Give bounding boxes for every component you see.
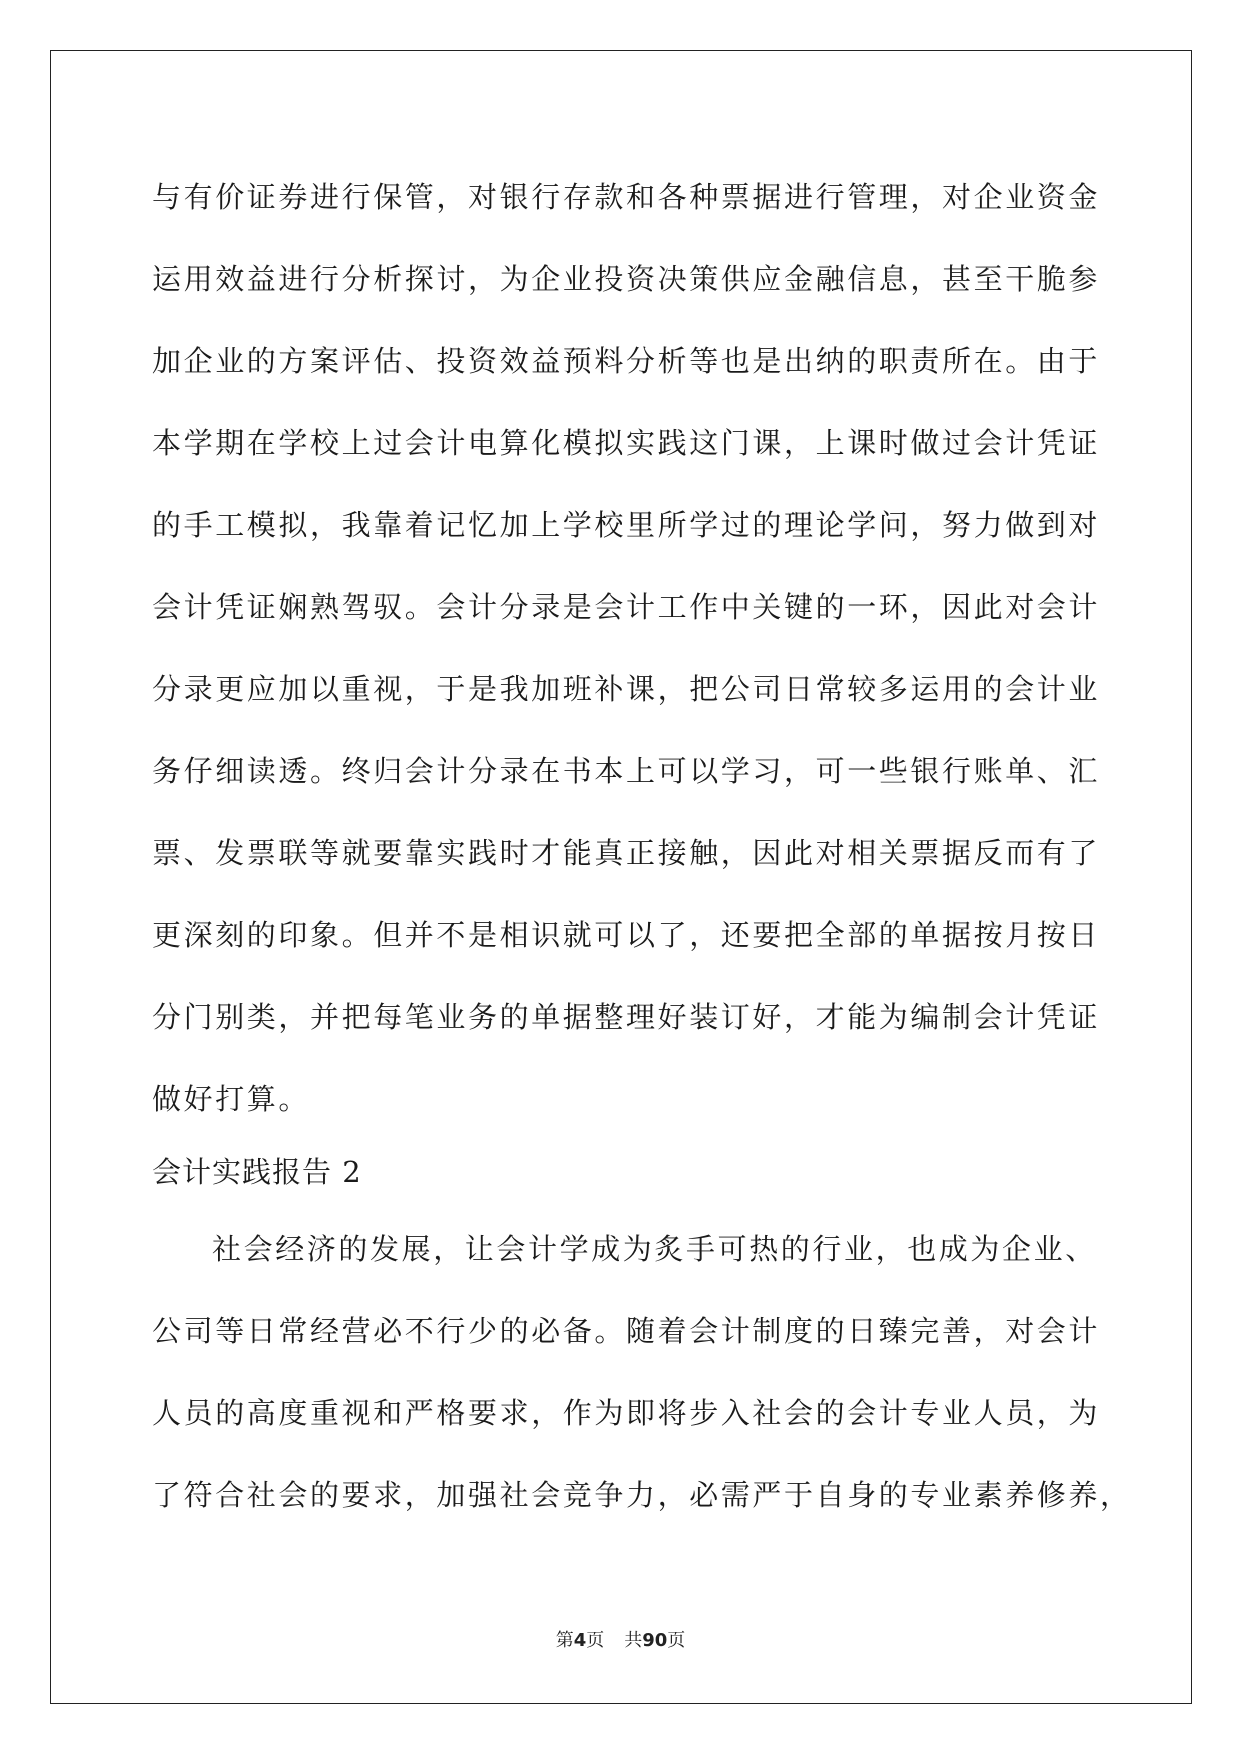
body-line: 社会经济的发展，让会计学成为炙手可热的行业，也成为企业、 (212, 1232, 1097, 1266)
body-line: 公司等日常经营必不行少的必备。随着会计制度的日臻完善，对会计 (152, 1314, 1101, 1348)
current-page-number: 4 (573, 1630, 587, 1651)
footer-prefix: 第 (555, 1630, 574, 1651)
body-line: 加企业的方案评估、投资效益预料分析等也是出纳的职责所在。由于 (152, 344, 1101, 378)
body-line: 与有价证券进行保管，对银行存款和各种票据进行管理，对企业资金 (152, 180, 1101, 214)
body-line: 人员的高度重视和严格要求，作为即将步入社会的会计专业人员，为 (152, 1396, 1101, 1430)
body-line: 的手工模拟，我靠着记忆加上学校里所学过的理论学问，努力做到对 (152, 508, 1101, 542)
body-line: 更深刻的印象。但并不是相识就可以了，还要把全部的单据按月按日 (152, 918, 1101, 952)
total-page-count: 90 (642, 1630, 668, 1651)
document-body (152, 156, 1132, 1536)
body-line: 务仔细读透。终归会计分录在书本上可以学习，可一些银行账单、汇 (152, 754, 1101, 788)
body-line: 分门别类，并把每笔业务的单据整理好装订好，才能为编制会计凭证 (152, 1000, 1101, 1034)
body-line: 运用效益进行分析探讨，为企业投资决策供应金融信息，甚至干脆参 (152, 262, 1101, 296)
body-line: 会计凭证娴熟驾驭。会计分录是会计工作中关键的一环，因此对会计 (152, 590, 1101, 624)
body-line: 分录更应加以重视，于是我加班补课，把公司日常较多运用的会计业 (152, 672, 1101, 706)
footer-total-prefix: 共 (624, 1630, 643, 1651)
body-line: 做好打算。 (152, 1082, 311, 1116)
body-line: 了符合社会的要求，加强社会竞争力，必需严于自身的专业素养修养， (152, 1478, 1132, 1512)
footer-total-suffix: 页 (667, 1630, 686, 1651)
body-line: 票、发票联等就要靠实践时才能真正接触，因此对相关票据反而有了 (152, 836, 1101, 870)
footer-page-word: 页 (586, 1630, 605, 1651)
page-footer (0, 1626, 1241, 1652)
section-heading: 会计实践报告 2 (152, 1155, 362, 1189)
body-line: 本学期在学校上过会计电算化模拟实践这门课，上课时做过会计凭证 (152, 426, 1101, 460)
